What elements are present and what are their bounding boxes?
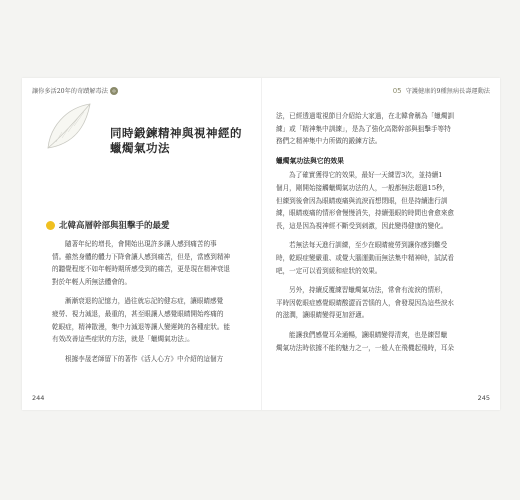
subsection-heading: 蠟燭氣功法與它的效果: [276, 156, 344, 165]
right-body-text: [276, 110, 486, 361]
right-running-head-text: 守護健康的9種無病長壽運動法: [405, 88, 490, 95]
yellow-dot-icon: [46, 221, 55, 230]
book-spread: [22, 78, 500, 410]
paragraph-line: 情。雖然身體的體力下降會讓人感到痛苦，但是，當感到精神: [52, 252, 231, 261]
leaf-illustration-icon: [40, 98, 100, 154]
left-body-text: [52, 238, 240, 372]
paragraph: 為了確實獲得它的效果，最好一天練習3次，並持續1: [289, 171, 443, 180]
left-page-number: 244: [32, 394, 45, 402]
paragraph-line: 務們之精神集中力所做的鍛鍊方法。: [276, 137, 382, 146]
paragraph-line: 練，眼睛痠痛的情形會慢慢消失，持續張眼的時間也會愈來愈: [276, 209, 455, 218]
left-page: [22, 78, 260, 410]
paragraph-line: 對於年輕人所無法體會的。: [52, 277, 132, 286]
right-running-head: [393, 86, 490, 95]
left-running-head-text: 讓你多活20年的奇蹟解毒法: [32, 88, 108, 95]
paragraph: 根據李晟老師留下的著作《活人心方》中介紹的這個方: [65, 354, 224, 363]
title-line-2: 蠟燭氣功法: [110, 141, 170, 155]
title-line-1: 同時鍛鍊精神與視神經的: [110, 126, 242, 140]
left-running-head: [32, 86, 118, 95]
paragraph-line: 燭氣功法時依據不能的魅力之一，一般人在飛機起飛時，耳朵: [276, 343, 455, 352]
paragraph-line: 有效改善這些症狀的方法，就是「蠟燭氣功法」。: [52, 335, 194, 344]
section-heading-text: 北韓高層幹部與狙擊手的最愛: [59, 221, 170, 231]
chapter-title: [110, 126, 250, 156]
paragraph: 漸漸衰退的記憶力，過往就忘記的健忘症，讓眼睛感覺: [65, 297, 224, 306]
paragraph-line: 練」或「精神集中訓練」，是為了強化高階幹部與狙擊手等特: [276, 124, 451, 133]
paragraph-line: 的聽覺程度不如年輕時期所感受到的痛苦，更是現在精神衰退: [52, 265, 231, 274]
right-page-number: 245: [477, 394, 490, 402]
chapter-number: 05: [392, 86, 402, 95]
paragraph-line: 時，乾眼症變嚴重、或覺大腦運動而無法集中精神時，試試看: [276, 253, 455, 262]
paragraph-line: 平時因乾眼症感覺眼睛酸澀而苦惱的人，會發現因為這些淚水: [276, 298, 455, 307]
right-page: [262, 78, 500, 410]
paragraph-line: 乾眼症，精神散漫，集中力減退等讓人變遲鈍的各種症狀。能: [52, 322, 231, 331]
paragraph-line: 的滋潤，讓眼睛變得更加舒適。: [276, 311, 369, 320]
paragraph-line: 吧，一定可以看到緩和症狀的效果。: [276, 266, 382, 275]
paragraph: 隨著年紀的增長，會開始出現許多讓人感到痛苦的事: [65, 240, 217, 248]
paragraph-line: 長，這是因為視神經不斷受到刺激，因此變得健康的變化。: [276, 221, 448, 230]
paragraph: 另外，持續反覆練習蠟燭氣功法，常會有流淚的情形，: [289, 286, 448, 295]
book-badge-icon: ◎: [110, 87, 118, 95]
section-heading: [46, 219, 170, 231]
paragraph-line: 疲勞、視力減退，最重的，甚至眼讓人感覺眼睛開始疼痛的: [52, 309, 224, 318]
paragraph-line: 法，已經透過電視節目介紹給大家過，在北韓會稱為「蠟燭訓: [276, 112, 455, 120]
paragraph: 若無法每天進行訓練，至少在眼睛疲勞到讓你感到難受: [289, 241, 448, 250]
paragraph-line: 但練到後會因為眼睛痠痛與流淚而想閉眼，但是持續進行訓: [276, 196, 448, 205]
paragraph: 能讓我們感覺耳朵通暢，讓眼睛變得清爽，也是練習蠟: [289, 330, 448, 339]
paragraph-line: 個月，剛開始接觸蠟燭氣功法的人，一般都無法超過15秒，: [276, 183, 450, 192]
